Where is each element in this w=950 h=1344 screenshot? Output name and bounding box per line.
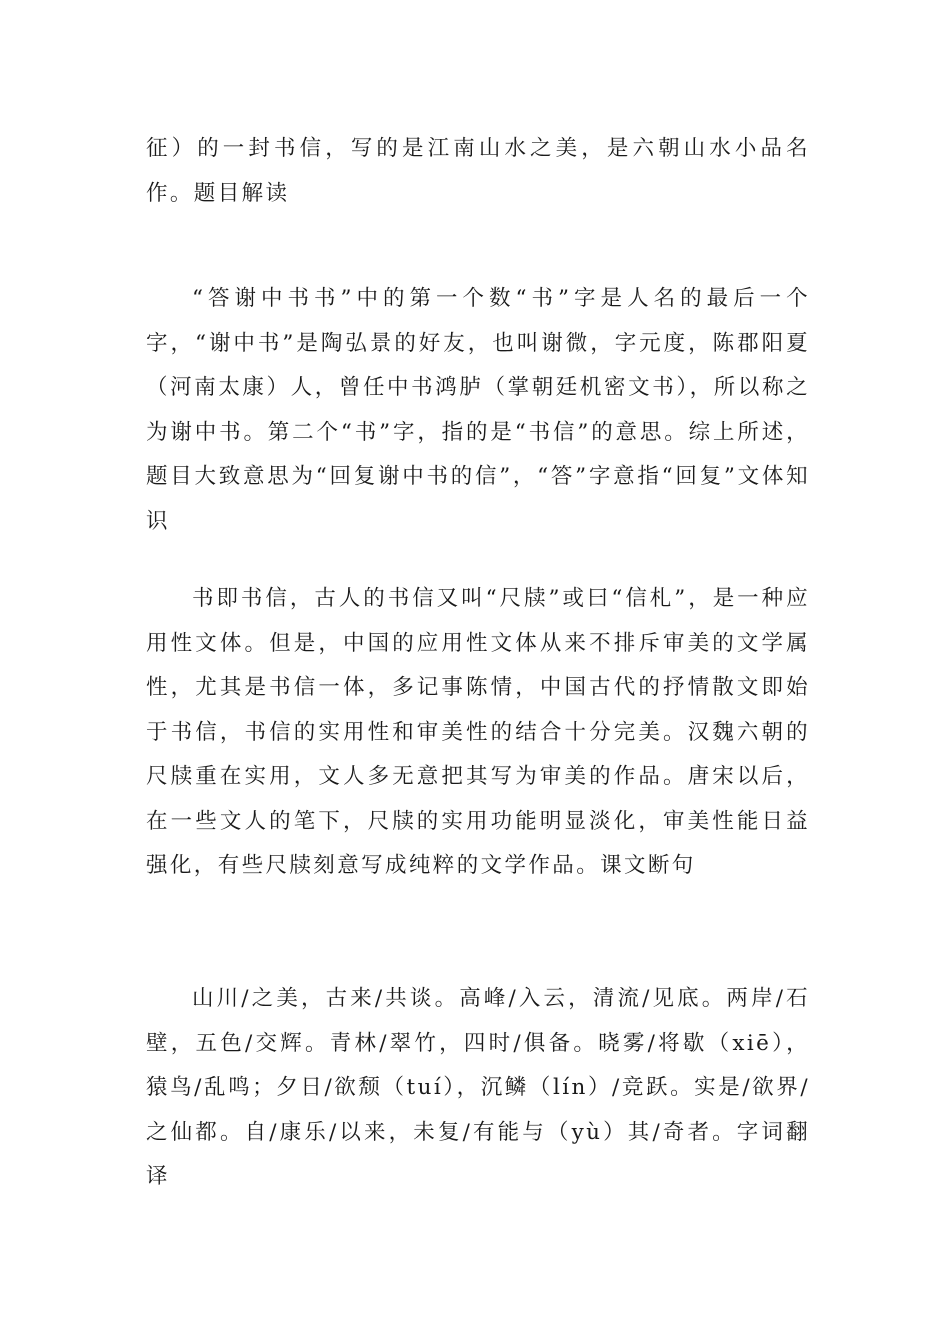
paragraph-genre-knowledge: 书即书信，古人的书信又叫“尺牍”或曰“信札”，是一种应用性文体。但是，中国的应用性文体从来不排斥审美的文学属性，尤其是书信一体，多记事陈情，中国古代的抒情散文即始于书信，书信的实用性和审美性的结合十分完美。汉魏六朝的尺牍重在实用，文人多无意把其写为审美的作品。唐宋以后，在一些文人的笔下，尺牍的实用功能明显淡化，审美性能日益强化，有些尺牍刻意写成纯粹的文学作品。课文断句 (146, 586, 810, 878)
paragraph-letter-intro: 征）的一封书信，写的是江南山水之美，是六朝山水小品名作。题目解读 (146, 136, 810, 206)
paragraph-text-segmentation: 山川/之美，古来/共谈。高峰/入云，清流/见底。两岸/石壁，五色/交辉。青林/翠竹，四时/俱备。晓雾/将歇（xiē），猿鸟/乱鸣；夕日/欲颓（tuí），沉鳞（lín）/竞跃。实是/欲界/之仙都。自/康乐/以来，未复/有能与（yù）其/奇者。字词翻译 (146, 986, 810, 1189)
paragraph-title-explanation: “答谢中书书”中的第一个数“书”字是人名的最后一个字，“谢中书”是陶弘景的好友，也叫谢微，字元度，陈郡阳夏（河南太康）人，曾任中书鸿胪（掌朝廷机密文书），所以称之为谢中书。第二个“书”字，指的是“书信”的意思。综上所述，题目大致意思为“回复谢中书的信”，“答”字意指“回复”文体知识 (146, 286, 810, 534)
